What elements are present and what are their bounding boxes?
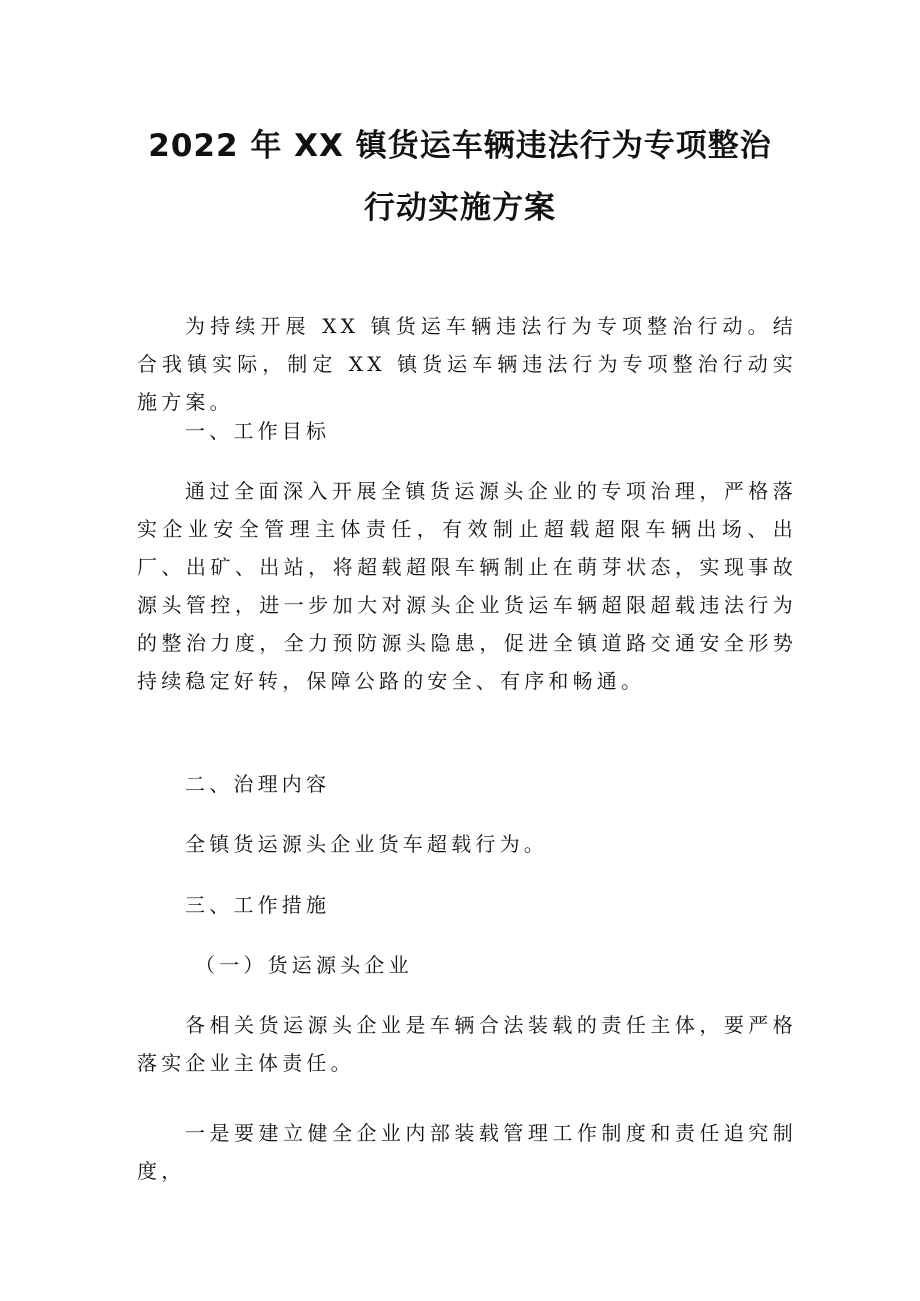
document-title-line-1: 2022 年 XX 镇货运车辆违法行为专项整治 [148,128,772,164]
intro-paragraph: 为持续开展 XX 镇货运车辆违法行为专项整治行动。结合我镇实际，制定 XX 镇货运车辆违法行为专项整治行动实施方案。 [137,314,797,414]
section-body-goals: 通过全面深入开展全镇货运源头企业的专项治理，严格落实企业安全管理主体责任，有效制止超载超限车辆出场、出厂、出矿、出站，将超载超限车辆制止在萌芽状态，实现事故源头管控，进一步加大对源头企业货运车辆超限超载违法行为的整治力度，全力预防源头隐患，促进全镇道路交通安全形势持续稳定好转，保障公路的安全、有序和畅通。 [137,479,797,693]
section-heading-goals: 一、工作目标 [185,419,331,443]
section-body-content: 全镇货运源头企业货车超载行为。 [185,832,548,856]
subsection-body-source-enterprises: 各相关货运源头企业是车辆合法装载的责任主体，要严格落实企业主体责任。 [137,1013,797,1075]
subsection-heading-source-enterprises: （一）货运源头企业 [195,953,413,977]
measure-paragraph-1: 一是要建立健全企业内部装载管理工作制度和责任追究制度， [137,1121,797,1183]
document-title-line-2: 行动实施方案 [364,190,556,226]
section-heading-measures: 三、工作措施 [185,893,331,917]
section-heading-content: 二、治理内容 [185,772,331,796]
